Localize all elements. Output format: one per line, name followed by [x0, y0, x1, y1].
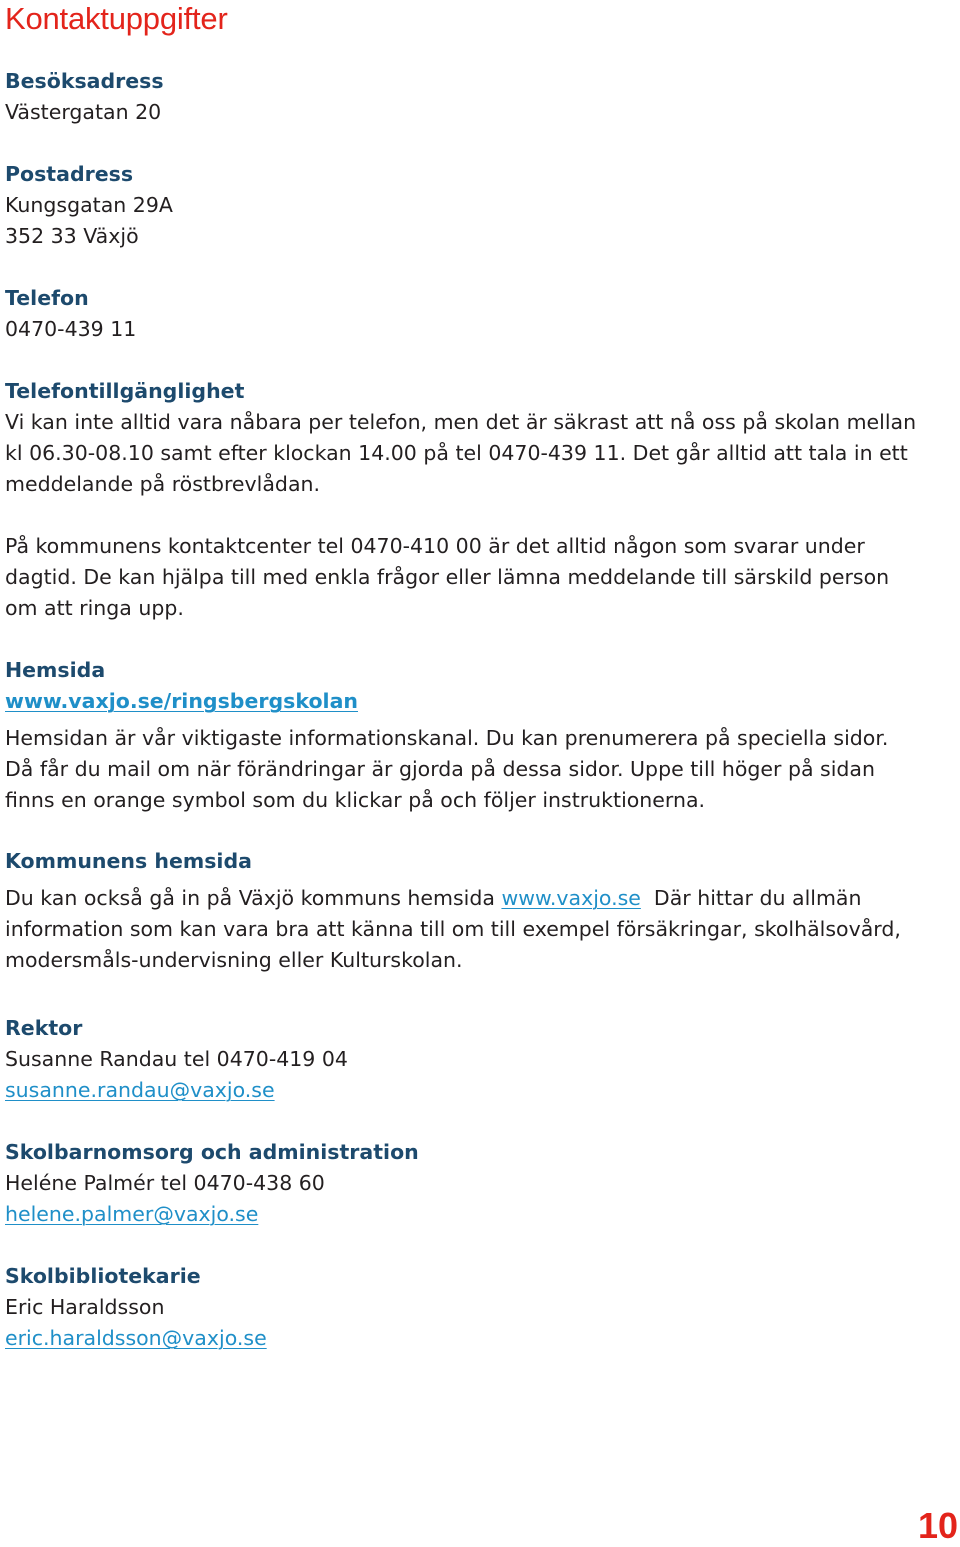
section-heading: Telefontillgänglighet [5, 379, 245, 403]
section-skolbibliotekarie [5, 1261, 267, 1354]
page-title: Kontaktuppgifter [5, 1, 228, 36]
paragraph-line: Vi kan inte alltid vara nåbara per telefon, men det är säkrast att nå oss på skolan mellan [5, 410, 917, 434]
paragraph-line: information som kan vara bra att känna till om till exempel försäkringar, skolhälsovård, [5, 917, 901, 941]
address-line: Kungsgatan 29A [5, 193, 173, 217]
text-fragment: Du kan också gå in på Växjö kommuns hemsida [5, 886, 502, 910]
paragraph-line: meddelande på röstbrevlådan. [5, 472, 321, 496]
paragraph [5, 883, 901, 976]
rektor-email-link[interactable]: susanne.randau@vaxjo.se [5, 1078, 275, 1102]
contact-line: Heléne Palmér tel 0470-438 60 [5, 1171, 325, 1195]
paragraph-line: om att ringa upp. [5, 596, 184, 620]
phone-line: 0470-439 11 [5, 317, 137, 341]
section-heading: Skolbarnomsorg och administration [5, 1140, 419, 1164]
paragraph-line: På kommunens kontaktcenter tel 0470-410 00 är det alltid någon som svarar under [5, 534, 865, 558]
paragraph-line: dagtid. De kan hjälpa till med enkla frågor eller lämna meddelande till särskild person [5, 565, 890, 589]
document-page [5, 0, 950, 1350]
section-heading: Skolbibliotekarie [5, 1264, 201, 1288]
school-website-link[interactable]: www.vaxjo.se/ringsbergskolan [5, 689, 358, 713]
section-heading: Kommunens hemsida [5, 849, 252, 873]
address-line: Västergatan 20 [5, 100, 162, 124]
section-rektor [5, 1013, 348, 1106]
text-fragment: Där hittar du allmän [640, 886, 862, 910]
librarian-email-link[interactable]: eric.haraldsson@vaxjo.se [5, 1326, 267, 1350]
contact-line: Susanne Randau tel 0470-419 04 [5, 1047, 348, 1071]
paragraph-line: Hemsidan är vår viktigaste informationskanal. Du kan prenumerera på speciella sidor. [5, 726, 889, 750]
page-number: 10 [917, 1505, 958, 1546]
contact-line: Eric Haraldsson [5, 1295, 165, 1319]
section-kommunens-hemsida [5, 846, 901, 976]
section-hemsida [5, 655, 888, 816]
admin-email-link[interactable]: helene.palmer@vaxjo.se [5, 1202, 259, 1226]
section-heading: Telefon [5, 286, 89, 310]
section-telefontillganglighet [5, 376, 916, 624]
paragraph-line: finns en orange symbol som du klickar på och följer instruktionerna. [5, 788, 706, 812]
section-telefon [5, 283, 136, 345]
address-line: 352 33 Växjö [5, 224, 139, 248]
section-heading: Hemsida [5, 658, 106, 682]
paragraph [5, 531, 916, 624]
section-heading: Postadress [5, 162, 134, 186]
section-besoksadress [5, 66, 164, 128]
paragraph-line [5, 883, 901, 914]
section-heading: Rektor [5, 1016, 83, 1040]
section-postadress [5, 159, 173, 252]
paragraph [5, 723, 888, 816]
paragraph-line: kl 06.30-08.10 samt efter klockan 14.00 på tel 0470-439 11. Det går alltid att tala in ett [5, 441, 908, 465]
municipality-website-link[interactable]: www.vaxjo.se [501, 886, 641, 910]
paragraph-line: modersmåls-undervisning eller Kulturskolan. [5, 948, 463, 972]
section-skolbarnomsorg [5, 1137, 419, 1230]
paragraph-line: Då får du mail om när förändringar är gjorda på dessa sidor. Uppe till höger på sidan [5, 757, 875, 781]
section-heading: Besöksadress [5, 69, 164, 93]
